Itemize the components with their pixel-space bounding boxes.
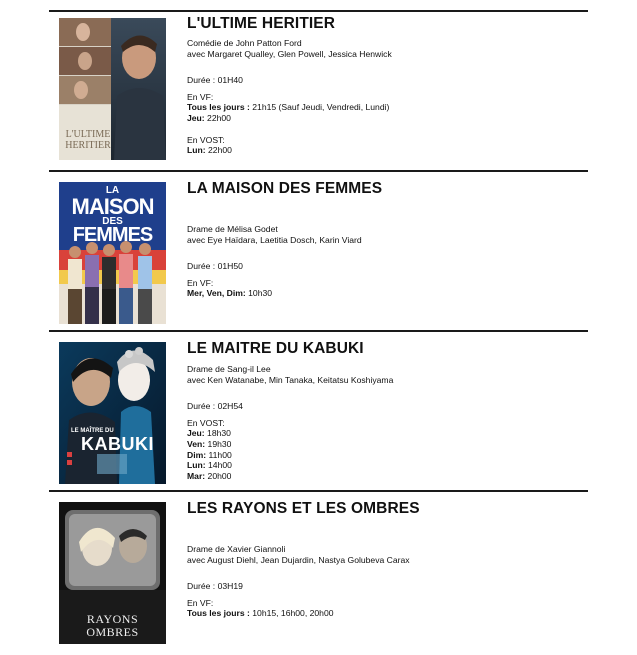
poster-title-la: LA <box>105 185 120 196</box>
film-genre-director: Drame de Sang-il Lee <box>187 364 271 374</box>
poster-image <box>59 342 166 484</box>
showtime-value: 20h00 <box>205 471 232 481</box>
film-duration: Durée : 01H50 <box>187 261 243 271</box>
film-duration: Durée : 01H40 <box>187 75 243 85</box>
showtime-value: 14h00 <box>205 460 232 470</box>
showtime-day-label: Lun: <box>187 460 206 470</box>
showtime-row <box>187 113 231 124</box>
showtime-row <box>187 608 334 619</box>
showtime-row <box>187 439 231 450</box>
film-entry-ultime-heritier <box>49 10 588 172</box>
showtime-day-label: Mer, Ven, Dim: <box>187 288 246 298</box>
showtime-value: 22h00 <box>205 145 232 155</box>
showtime-day-label: Tous les jours : <box>187 102 250 112</box>
poster-rayons-et-ombres[interactable] <box>59 502 166 644</box>
showtime-row <box>187 460 232 471</box>
film-title[interactable]: LA MAISON DES FEMMES <box>187 180 383 197</box>
film-duration: Durée : 03H19 <box>187 581 243 591</box>
showtime-value: 19h30 <box>205 439 232 449</box>
vost-heading: En VOST: <box>187 418 225 428</box>
showtime-value: 11h00 <box>206 450 232 460</box>
poster-title-femmes: FEMMES <box>72 224 153 246</box>
poster-title-kabuki: KABUKI <box>81 434 154 454</box>
film-cast: avec Ken Watanabe, Min Tanaka, Keitatsu Koshiyama <box>187 375 394 385</box>
showtime-day-label: Jeu: <box>187 428 205 438</box>
poster-title-bottom: HERITIER <box>65 140 111 151</box>
showtime-value: 21h15 (Sauf Jeudi, Vendredi, Lundi) <box>249 102 390 112</box>
film-entry-maison-des-femmes <box>49 170 588 332</box>
poster-title-des: DES <box>102 216 123 227</box>
showtime-day-label: Lun: <box>187 145 206 155</box>
film-entry-maitre-du-kabuki <box>49 330 588 492</box>
showtime-row <box>187 450 232 461</box>
film-cast: avec Eye Haïdara, Laetitia Dosch, Karin Viard <box>187 235 362 245</box>
showtime-value: 22h00 <box>204 113 231 123</box>
showtime-day-label: Tous les jours : <box>187 608 250 618</box>
vost-heading: En VOST: <box>187 135 225 145</box>
film-duration: Durée : 02H54 <box>187 401 243 411</box>
film-title[interactable]: L'ULTIME HERITIER <box>187 15 336 32</box>
poster-ultime-heritier[interactable] <box>59 18 166 160</box>
film-genre-director: Drame de Mélisa Godet <box>187 224 278 234</box>
showtime-value: 10h30 <box>245 288 273 298</box>
showtime-value: 18h30 <box>204 428 231 438</box>
film-cast: avec Margaret Qualley, Glen Powell, Jessica Henwick <box>187 49 392 59</box>
film-genre-director: Comédie de John Patton Ford <box>187 38 302 48</box>
film-cast: avec August Diehl, Jean Dujardin, Nastya Golubeva Carax <box>187 555 410 565</box>
poster-maitre-du-kabuki[interactable] <box>59 342 166 484</box>
poster-maison-des-femmes[interactable] <box>59 182 166 324</box>
poster-title-le-maitre-du: LE MAÎTRE DU <box>71 428 114 434</box>
film-title[interactable]: LE MAITRE DU KABUKI <box>187 340 364 357</box>
showtime-day-label: Ven: <box>187 439 206 449</box>
showtime-value: 10h15, 16h00, 20h00 <box>249 608 334 618</box>
showtime-row <box>187 288 272 299</box>
film-entry-rayons-et-ombres <box>49 490 588 654</box>
showtime-row <box>187 471 231 482</box>
poster-title-top: L'ULTIME <box>65 129 111 140</box>
showtime-day-label: Jeu: <box>187 113 205 123</box>
showtime-day-label: Dim: <box>187 450 207 460</box>
poster-title-ombres: OMBRES <box>86 625 139 639</box>
showtime-row <box>187 428 231 439</box>
poster-title-rayons: RAYONS <box>86 612 139 626</box>
showtime-row <box>187 102 389 113</box>
vf-heading: En VF: <box>187 92 214 102</box>
film-genre-director: Drame de Xavier Giannoli <box>187 544 286 554</box>
vf-heading: En VF: <box>187 598 214 608</box>
vf-heading: En VF: <box>187 278 214 288</box>
poster-title-maison: MAISON <box>71 194 154 219</box>
showtime-row <box>187 145 232 156</box>
showtime-day-label: Mar: <box>187 471 206 481</box>
film-title[interactable]: LES RAYONS ET LES OMBRES <box>187 500 420 517</box>
